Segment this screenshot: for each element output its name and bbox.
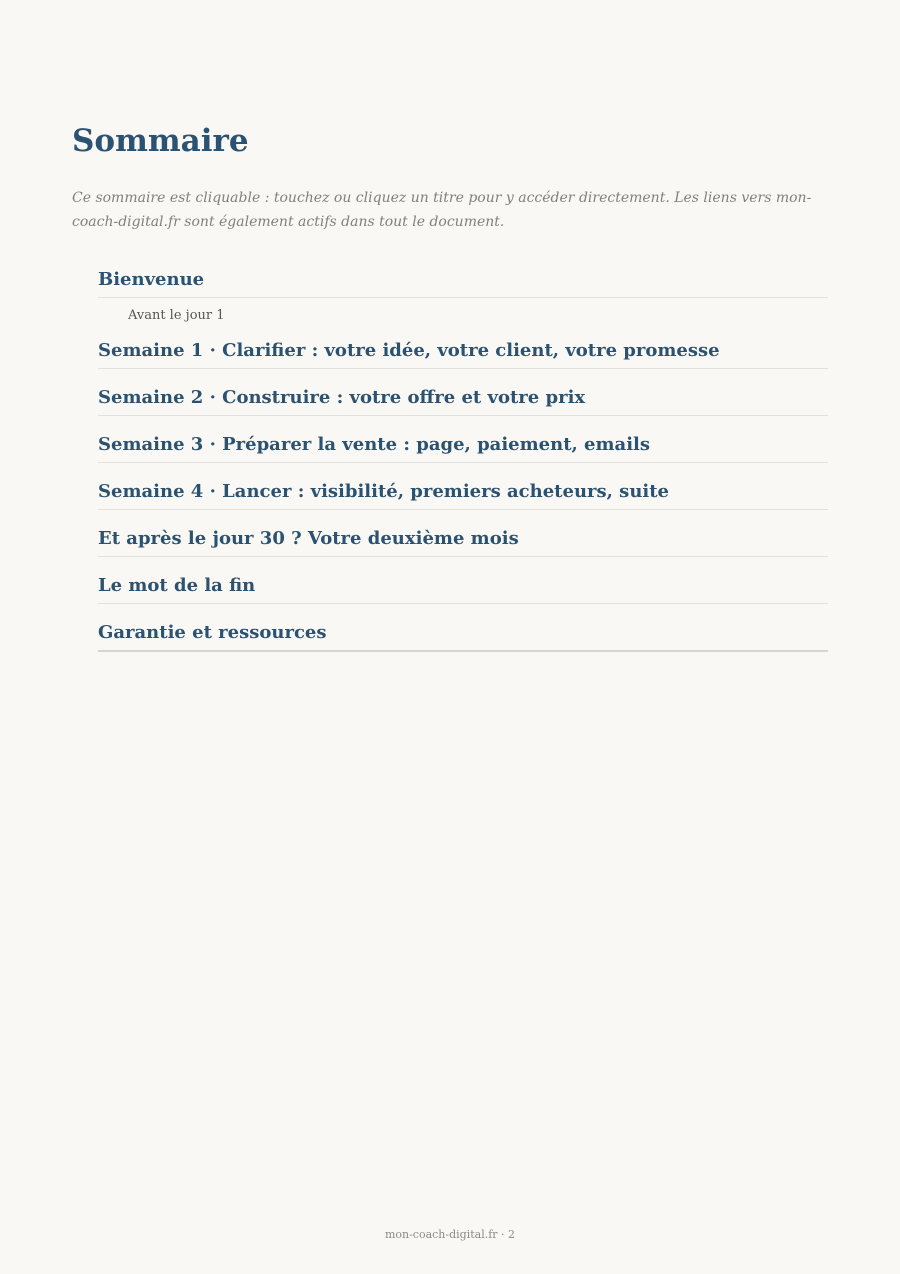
toc-item-label: Le mot de la fin	[98, 575, 256, 596]
toc-item-semaine-1[interactable]	[98, 333, 828, 369]
page-title: Sommaire	[72, 123, 249, 159]
toc-item-label: Semaine 4 · Lancer : visibilité, premiers acheteurs, suite	[98, 481, 670, 502]
toc-item-garantie[interactable]	[98, 615, 828, 652]
toc-item-bienvenue[interactable]	[98, 262, 828, 298]
toc-item-mot-de-la-fin[interactable]	[98, 568, 828, 604]
toc-item-label: Garantie et ressources	[98, 622, 327, 643]
toc-item-label: Semaine 1 · Clarifier : votre idée, votre client, votre promesse	[98, 340, 720, 361]
table-of-contents	[98, 262, 828, 652]
toc-intro-note: Ce sommaire est cliquable : touchez ou cliquez un titre pour y accéder directement. Les liens vers mon-coach-digital.fr sont également actifs dans tout le document.	[72, 190, 812, 230]
toc-item-label: Bienvenue	[98, 269, 205, 290]
toc-item-label: Et après le jour 30 ? Votre deuxième mois	[98, 528, 519, 549]
toc-subitem-avant-jour-1[interactable]: Avant le jour 1	[128, 308, 225, 323]
toc-item-semaine-4[interactable]	[98, 474, 828, 510]
toc-item-semaine-2[interactable]	[98, 380, 828, 416]
toc-item-apres-jour-30[interactable]	[98, 521, 828, 557]
toc-item-semaine-3[interactable]	[98, 427, 828, 463]
toc-item-label: Semaine 3 · Préparer la vente : page, paiement, emails	[98, 434, 651, 455]
page-footer: mon-coach-digital.fr · 2	[384, 1228, 516, 1241]
toc-item-label: Semaine 2 · Construire : votre offre et votre prix	[98, 387, 586, 408]
